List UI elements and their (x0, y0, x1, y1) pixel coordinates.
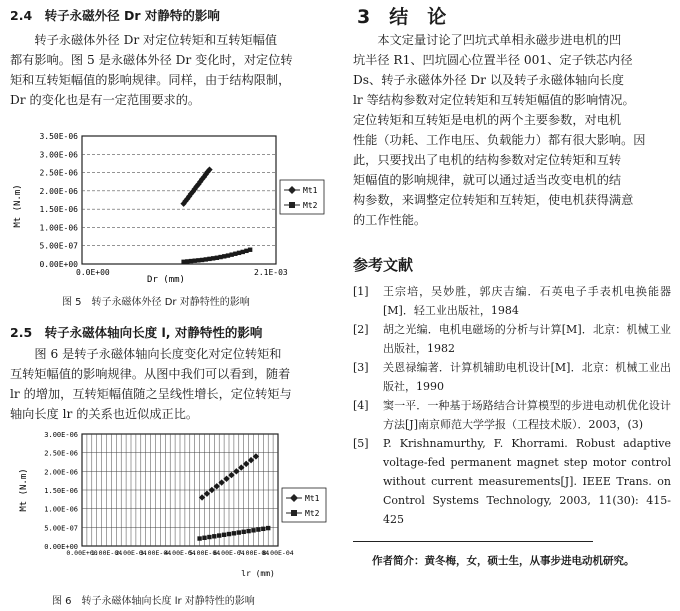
fig6-x-tick-label: 8.00E-04 (262, 549, 294, 557)
fig6-point-mt2 (217, 533, 221, 537)
fig6-y-tick-label: 0.00E+00 (44, 543, 78, 551)
fig6-point-mt2 (207, 535, 211, 539)
fig5-x-axis-label: Dr (mm) (147, 275, 185, 285)
reference-item (353, 320, 671, 358)
fig5-legend-mt1: Mt1 (303, 186, 318, 195)
conclusion-paragraph (353, 30, 671, 230)
fig6-y-tick-label: 5.00E-07 (44, 524, 78, 533)
fig6-legend (282, 488, 326, 522)
fig6-point-mt2 (227, 532, 231, 536)
fig6-x-tick-label: 6.00E-04 (213, 549, 245, 557)
fig6-point-mt2 (251, 528, 255, 532)
fig6-point-mt2 (212, 534, 216, 538)
fig6-point-mt2 (232, 531, 236, 535)
reference-text: 胡之光编．电机电磁场的分析与计算[M]．北京：机械工业出版社，1982 (383, 323, 671, 355)
fig6-point-mt2 (256, 527, 260, 531)
reference-text: 王宗培，吴妙胜，郭庆吉编．石英电子手表机电换能器[M]．轻工业出版社，1984 (383, 285, 671, 317)
fig5-y-tick-label: 1.50E-06 (39, 205, 78, 215)
para-line: 轴向长度 lr 的关系也近似成正比。 (10, 407, 199, 421)
fig5-legend-mt2: Mt2 (303, 201, 318, 210)
fig6-y-tick-label: 2.50E-06 (44, 449, 78, 458)
fig6-x-tick-label: 5.00E-04 (188, 549, 221, 557)
para-line: Ds、转子永磁体外径 Dr 以及转子永磁体轴向长度 (353, 73, 624, 87)
section-2-5-paragraph (10, 344, 336, 424)
fig5-x-tick-label: 0.0E+00 (76, 268, 110, 277)
fig6-legend-mt2: Mt2 (305, 509, 320, 518)
reference-item (353, 358, 671, 396)
fig6-y-axis-label: Mt (N.m) (19, 468, 29, 512)
para-line: 坑半径 R1、凹坑圆心位置半径 001、定子铁芯内径 (353, 53, 633, 67)
figure-5-chart (8, 128, 338, 288)
fig6-y-tick-label: 3.00E-06 (44, 431, 78, 439)
fig5-x-tick-label: 2.1E-03 (254, 268, 288, 277)
para-line: 图 6 是转子永磁体轴向长度变化对定位转矩和 (34, 347, 282, 361)
para-line: 定位转矩和互转矩是电机的两个主要参数，对电机 (353, 113, 622, 127)
para-line: 构参数，来调整定位转矩和互转矩，使电机获得满意 (353, 193, 634, 207)
para-line: 矩幅值的影响规律，就可以通过适当改变电机的结 (353, 173, 622, 187)
fig6-y-tick-label: 1.00E-06 (44, 505, 78, 514)
fig6-y-tick-label: 2.00E-06 (44, 468, 78, 477)
para-line: 本文定量讨论了凹坑式单相永磁步进电机的凹 (377, 33, 622, 47)
fig6-point-mt2 (266, 526, 270, 530)
reference-number: [3] (353, 361, 369, 374)
para-line: 互转矩幅值的影响规律。从图中我们可以看到，随着 (10, 367, 291, 381)
section-heading-2-5: 2.5 转子永磁体轴向长度 l, 对静特性的影响 (10, 325, 263, 340)
reference-number: [2] (353, 323, 369, 336)
para-line: lr 的增加，互转矩幅值随之呈线性增长，定位转矩与 (10, 387, 292, 401)
fig5-y-tick-label: 0.00E+00 (39, 260, 78, 269)
author-note-divider (353, 541, 593, 542)
fig6-point-mt2 (261, 527, 265, 531)
fig5-y-tick-label: 3.50E-06 (39, 132, 78, 141)
fig5-y-axis-label: Mt (N.m) (13, 184, 23, 228)
fig6-point-mt2 (237, 530, 241, 534)
reference-number: [4] (353, 399, 369, 412)
fig6-point-mt2 (222, 533, 226, 537)
section-heading-2-4: 2.4 转子永磁外径 Dr 对静特的影响 (10, 8, 220, 23)
fig6-x-tick-label: 7.00E-04 (237, 549, 270, 557)
fig5-y-tick-label: 5.00E-07 (39, 241, 78, 251)
fig5-y-tick-label: 2.50E-06 (39, 168, 78, 178)
figure-6-caption: 图 6 转子永磁体轴向长度 lr 对静特性的影响 (52, 596, 255, 607)
para-line: 都有影响。图 5 是永磁体外径 Dr 变化时，对定位转 (10, 53, 293, 67)
fig6-x-tick-label: 2.00E-04 (115, 549, 147, 557)
para-line: 转子永磁体外径 Dr 对定位转矩和互转矩幅值 (34, 33, 278, 47)
reference-number: [5] (353, 437, 369, 450)
author-note: 作者简介：黄冬梅，女，硕士生，从事步进电动机研究。 (372, 555, 635, 567)
fig5-point-mt2 (248, 248, 252, 252)
reference-item (353, 282, 671, 320)
figure-5-caption: 图 5 转子永磁体外径 Dr 对静特性的影响 (62, 297, 250, 308)
reference-item (353, 396, 671, 434)
reference-text: P. Krishnamurthy, F. Khorrami. Robust adaptive voltage-fed permanent magnet step motor control without current measurements[J]. IEEE Trans. on Control Systems Technology, 2003, 11(30): 415-425 (383, 437, 671, 526)
section-2-4-paragraph (10, 30, 336, 110)
para-line: 矩和互转矩幅值的影响规律。同样，由于结构限制， (10, 73, 291, 87)
references-list (353, 282, 671, 529)
references-heading: 参考文献 (353, 256, 414, 274)
para-line: 此，只要找出了电机的结构参数对定位转矩和互转 (353, 153, 622, 167)
fig6-x-tick-label: 1.00E-04 (90, 549, 123, 557)
section-heading-conclusion: 3 结 论 (357, 6, 447, 28)
para-line: lr 等结构参数对定位转矩和互转矩幅值的影响情况。 (353, 93, 635, 107)
fig6-x-tick-label: 0.00E+00 (66, 549, 98, 557)
para-line: 的工作性能。 (353, 213, 427, 227)
fig6-point-mt2 (246, 529, 250, 533)
fig6-point-mt2 (197, 536, 201, 540)
fig5-y-tick-label: 3.00E-06 (39, 150, 78, 160)
reference-text: 窦一平．一种基于场路结合计算模型的步进电动机优化设计方法[J]南京师范大学学报（工程技术版）．2003，(3) (383, 399, 671, 431)
fig5-plot-frame (82, 136, 276, 264)
fig6-x-tick-label: 4.00E-04 (164, 549, 196, 557)
reference-number: [1] (353, 285, 369, 298)
para-line: Dr 的变化也是有一定范围要求的。 (10, 93, 201, 107)
fig6-x-tick-label: 3.00E-04 (139, 549, 172, 557)
fig5-legend (280, 180, 324, 214)
fig6-y-tick-label: 1.50E-06 (44, 487, 78, 495)
figure-6-chart (8, 426, 338, 586)
fig6-point-mt2 (202, 536, 206, 540)
fig5-y-tick-label: 1.00E-06 (39, 223, 78, 233)
reference-text: 关恩禄编著．计算机辅助电机设计[M]．北京：机械工业出版社，1990 (383, 361, 671, 393)
fig6-point-mt2 (242, 530, 246, 534)
fig5-y-tick-label: 2.00E-06 (39, 186, 78, 196)
fig6-legend-mt1: Mt1 (305, 494, 320, 503)
fig6-x-axis-label: lr (mm) (241, 569, 275, 578)
reference-item (353, 434, 671, 529)
para-line: 性能（功耗、工作电压、负载能力）都有很大影响。因 (353, 133, 646, 147)
